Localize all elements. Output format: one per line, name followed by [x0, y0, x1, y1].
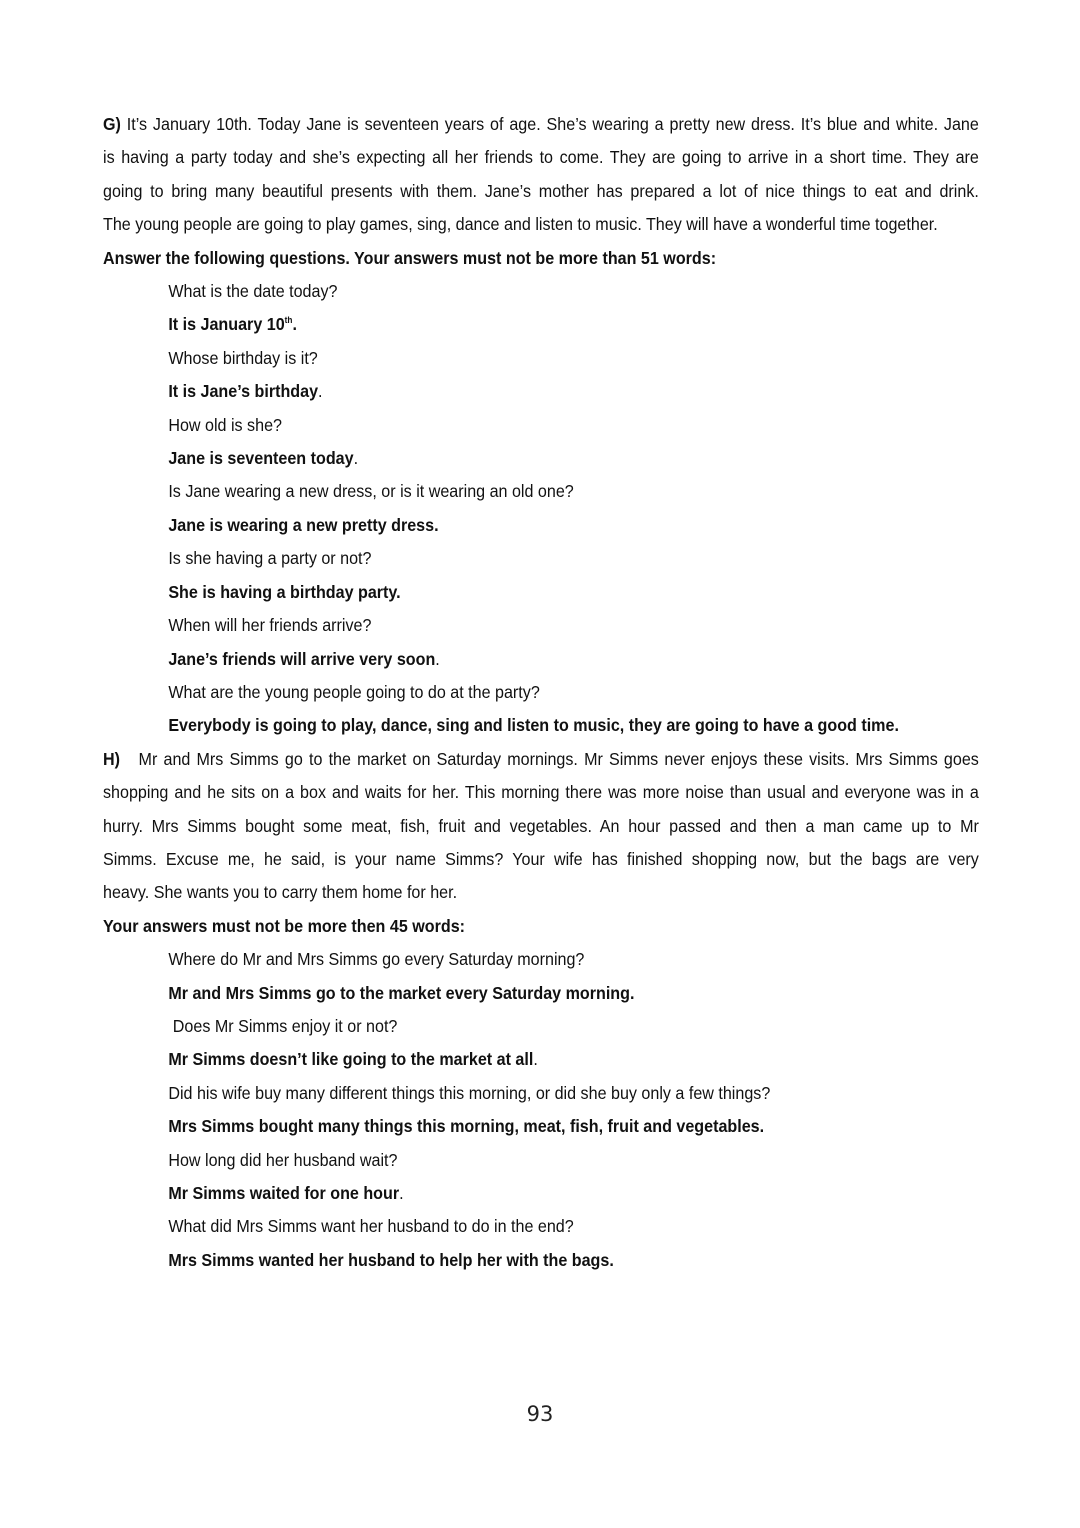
page-number: 93: [526, 1402, 554, 1426]
answer: Jane is wearing a new pretty dress.: [168, 514, 439, 535]
answer: Jane’s friends will arrive very soon.: [168, 648, 440, 669]
question: Where do Mr and Mrs Simms go every Saturday morning?: [168, 949, 585, 970]
section-h-line: shopping and he sits on a box and waits for her. This morning there was more noise than usual and everyone was in a: [103, 782, 979, 803]
answer: Mr Simms doesn’t like going to the market at all.: [168, 1049, 538, 1070]
answer: It is Jane’s birthday.: [168, 381, 323, 402]
question: When will her friends arrive?: [168, 615, 372, 636]
section-h-line: hurry. Mrs Simms bought some meat, fish, fruit and vegetables. An hour passed and then a man came up to Mr: [103, 815, 979, 836]
section-g-line: G) It’s January 10th. Today Jane is seventeen years of age. She’s wearing a pretty new dress. It’s blue and white. Jane: [103, 114, 979, 134]
question: Did his wife buy many different things this morning, or did she buy only a few things?: [168, 1082, 771, 1103]
section-g-line: is having a party today and she’s expecting all her friends to come. They are going to arrive in a short time. They are: [103, 147, 979, 168]
section-h-line: heavy. She wants you to carry them home for her.: [103, 882, 458, 903]
answer: It is January 10th.: [168, 314, 297, 335]
section-h-line: H) Mr and Mrs Simms go to the market on Saturday mornings. Mr Simms never enjoys these visits. Mrs Simms goes: [103, 748, 979, 769]
question: What is the date today?: [168, 281, 338, 302]
section-g-instruction: Answer the following questions. Your answers must not be more than 51 words:: [103, 247, 717, 268]
answer: Mrs Simms bought many things this morning, meat, fish, fruit and vegetables.: [168, 1116, 765, 1137]
section-h-instruction: Your answers must not be more then 45 words:: [103, 915, 466, 936]
section-h-label: H): [103, 748, 120, 769]
answer: Mr Simms waited for one hour.: [168, 1183, 404, 1203]
section-g-line: going to bring many beautiful presents with them. Jane’s mother has prepared a lot of nice things to eat and drink.: [103, 180, 979, 201]
section-h-line: Simms. Excuse me, he said, is your name Simms? Your wife has finished shopping now, but the bags are very: [103, 848, 979, 869]
question: Is she having a party or not?: [168, 548, 372, 569]
answer: Mrs Simms wanted her husband to help her with the bags.: [168, 1249, 614, 1270]
answer: Mr and Mrs Simms go to the market every Saturday morning.: [168, 982, 635, 1003]
question: What did Mrs Simms want her husband to do in the end?: [168, 1216, 574, 1237]
question: How long did her husband wait?: [168, 1149, 398, 1170]
document-page: [103, 108, 979, 1277]
answer: She is having a birthday party.: [168, 581, 401, 602]
question: What are the young people going to do at the party?: [168, 681, 540, 702]
answer: Jane is seventeen today.: [168, 448, 359, 469]
section-g-line: The young people are going to play games, sing, dance and listen to music. They will have a wonderful time together.: [103, 214, 938, 235]
answer: Everybody is going to play, dance, sing and listen to music, they are going to have a good time.: [168, 715, 899, 736]
section-g-qa-list: [103, 275, 979, 743]
section-g-label: G): [103, 114, 121, 134]
question: Whose birthday is it?: [168, 347, 318, 368]
section-g-paragraph: [103, 108, 979, 242]
question: How old is she?: [168, 414, 282, 435]
question: Is Jane wearing a new dress, or is it wearing an old one?: [168, 481, 574, 502]
section-h-qa-list: [103, 943, 979, 1277]
section-h-paragraph: [103, 743, 979, 910]
question: Does Mr Simms enjoy it or not?: [168, 1015, 398, 1036]
